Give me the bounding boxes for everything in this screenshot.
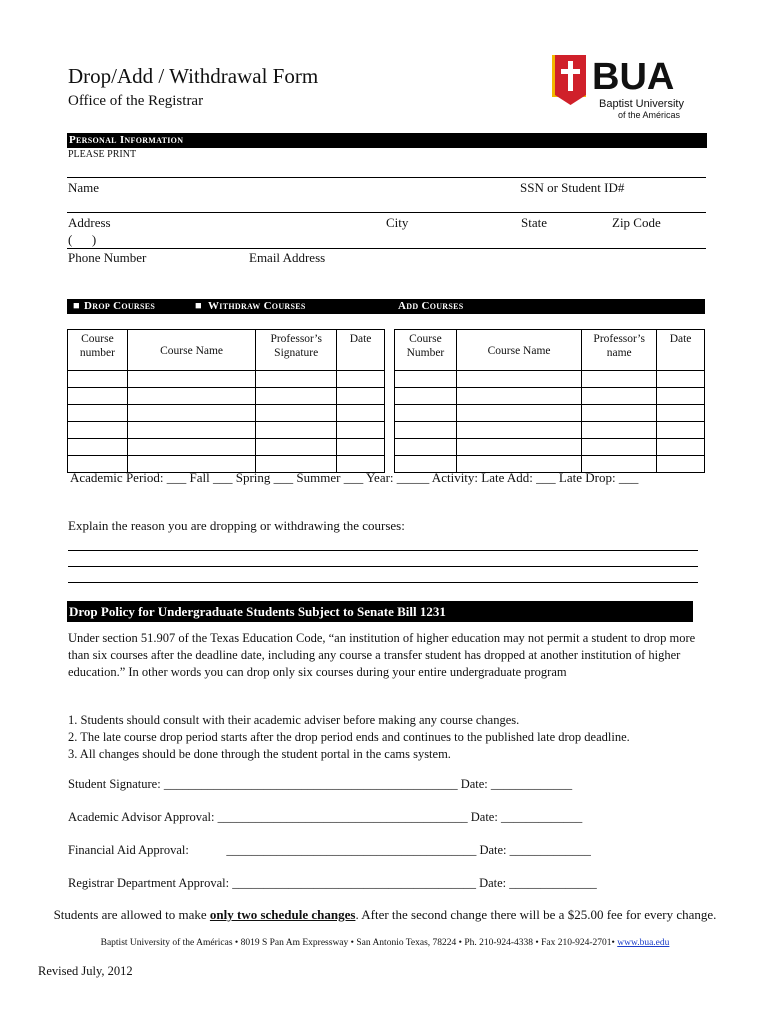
table-cell[interactable] bbox=[657, 456, 705, 473]
table-row bbox=[395, 371, 705, 388]
table-cell[interactable] bbox=[337, 422, 385, 439]
column-header: Professor’s name bbox=[582, 330, 657, 371]
form-title: Drop/Add / Withdrawal Form bbox=[68, 64, 319, 88]
reason-line[interactable] bbox=[68, 566, 698, 567]
table-cell[interactable] bbox=[127, 422, 255, 439]
name-field-line[interactable] bbox=[67, 177, 706, 178]
table-cell[interactable] bbox=[456, 371, 581, 388]
table-cell[interactable] bbox=[395, 371, 457, 388]
column-header: Course Name bbox=[456, 330, 581, 371]
table-cell[interactable] bbox=[657, 439, 705, 456]
column-header: Course Number bbox=[395, 330, 457, 371]
fee-text-emphasis: only two schedule changes bbox=[209, 907, 356, 922]
table-row bbox=[395, 405, 705, 422]
phone-field-line[interactable] bbox=[67, 248, 706, 249]
table-row bbox=[68, 439, 385, 456]
table-row bbox=[395, 388, 705, 405]
column-header: Professor’s Signature bbox=[256, 330, 337, 371]
table-row bbox=[68, 371, 385, 388]
table-cell[interactable] bbox=[127, 439, 255, 456]
address-field-line[interactable] bbox=[67, 212, 706, 213]
table-cell[interactable] bbox=[256, 422, 337, 439]
add-courses-table bbox=[394, 329, 705, 473]
footer-address bbox=[0, 938, 770, 948]
table-cell[interactable] bbox=[68, 439, 128, 456]
courses-heading-bar bbox=[67, 299, 705, 314]
student-signature-line[interactable]: Student Signature: _______________________________________________ Date: _____________ bbox=[68, 777, 573, 791]
logo-line-1: Baptist University bbox=[599, 98, 684, 110]
reason-line[interactable] bbox=[68, 582, 698, 583]
table-cell[interactable] bbox=[68, 405, 128, 422]
table-cell[interactable] bbox=[127, 405, 255, 422]
table-cell[interactable] bbox=[657, 405, 705, 422]
table-cell[interactable] bbox=[68, 422, 128, 439]
reason-line[interactable] bbox=[68, 550, 698, 551]
table-row bbox=[68, 388, 385, 405]
logo-line-2: of the Américas bbox=[618, 110, 681, 120]
bua-logo bbox=[552, 55, 712, 125]
table-row bbox=[68, 405, 385, 422]
academic-period-line[interactable]: Academic Period: ___ Fall ___ Spring ___ Summer ___ Year: _____ Activity: Late Add: ___ Late Drop: ___ bbox=[70, 470, 639, 485]
table-cell[interactable] bbox=[582, 439, 657, 456]
advisor-approval-line[interactable]: Academic Advisor Approval: ________________________________________ Date: _____________ bbox=[68, 810, 583, 824]
personal-info-heading: Personal Information bbox=[67, 133, 707, 148]
table-cell[interactable] bbox=[456, 405, 581, 422]
fee-text-after: . After the second change there will be a $25.00 fee for every change. bbox=[355, 907, 717, 922]
table-cell[interactable] bbox=[256, 371, 337, 388]
table-cell[interactable] bbox=[582, 388, 657, 405]
list-item: 1. Students should consult with their academic adviser before making any course changes. bbox=[68, 713, 520, 727]
zip-code-label: Zip Code bbox=[612, 215, 661, 230]
drop-courses-label: Drop Courses bbox=[84, 300, 156, 312]
email-label: Email Address bbox=[249, 250, 326, 265]
revised-date: Revised July, 2012 bbox=[38, 964, 133, 978]
table-cell[interactable] bbox=[657, 422, 705, 439]
drop-policy-paragraph: Under section 51.907 of the Texas Education Code, “an institution of higher education may not permit a student to drop more than six courses after the deadline date, including any course a transfer student has dropped at another institution of higher education.” In other words you can drop only six courses during your entire undergraduate program bbox=[68, 631, 696, 679]
table-header-row bbox=[68, 330, 385, 371]
website-link[interactable]: www.bua.edu bbox=[617, 938, 670, 948]
withdraw-checkbox[interactable]: ■ bbox=[195, 300, 202, 312]
table-cell[interactable] bbox=[127, 388, 255, 405]
financial-aid-approval-line[interactable]: Financial Aid Approval: ________________________________________ Date: _____________ bbox=[68, 843, 591, 857]
table-cell[interactable] bbox=[256, 388, 337, 405]
form-subtitle: Office of the Registrar bbox=[68, 93, 204, 109]
schedule-change-fee-note bbox=[0, 907, 770, 923]
table-cell[interactable] bbox=[68, 388, 128, 405]
add-courses-label: Add Courses bbox=[398, 300, 464, 312]
table-cell[interactable] bbox=[395, 439, 457, 456]
footer-text: Baptist University of the Américas • 8019 S Pan Am Expressway • San Antonio Texas, 78224 • Ph. 210-924-4338 • Fax 210-924-2701• bbox=[100, 938, 618, 948]
table-cell[interactable] bbox=[337, 371, 385, 388]
column-header: Course Name bbox=[127, 330, 255, 371]
table-cell[interactable] bbox=[582, 422, 657, 439]
explain-reason-label: Explain the reason you are dropping or withdrawing the courses: bbox=[68, 518, 405, 533]
table-cell[interactable] bbox=[68, 371, 128, 388]
address-label: Address bbox=[68, 215, 111, 230]
table-cell[interactable] bbox=[337, 439, 385, 456]
table-cell[interactable] bbox=[256, 439, 337, 456]
logo-wordmark: BUA bbox=[592, 56, 675, 98]
withdraw-courses-label: Withdraw Courses bbox=[208, 300, 306, 312]
table-cell[interactable] bbox=[395, 388, 457, 405]
table-cell[interactable] bbox=[395, 422, 457, 439]
drop-policy-heading: Drop Policy for Undergraduate Students Subject to Senate Bill 1231 bbox=[67, 601, 693, 622]
table-cell[interactable] bbox=[395, 405, 457, 422]
registrar-approval-line[interactable]: Registrar Department Approval: _______________________________________ Date: ______________ bbox=[68, 876, 597, 890]
table-cell[interactable] bbox=[582, 405, 657, 422]
table-row bbox=[68, 422, 385, 439]
table-row bbox=[395, 422, 705, 439]
table-cell[interactable] bbox=[337, 405, 385, 422]
table-cell[interactable] bbox=[657, 388, 705, 405]
drop-courses-table bbox=[67, 329, 385, 473]
table-cell[interactable] bbox=[127, 371, 255, 388]
column-header: Date bbox=[337, 330, 385, 371]
please-print-note: PLEASE PRINT bbox=[68, 149, 137, 160]
fee-text-before: Students are allowed to make bbox=[53, 907, 210, 922]
table-cell[interactable] bbox=[256, 405, 337, 422]
table-cell[interactable] bbox=[456, 439, 581, 456]
table-cell[interactable] bbox=[582, 371, 657, 388]
table-cell[interactable] bbox=[456, 388, 581, 405]
name-label: Name bbox=[68, 180, 100, 195]
list-item: 3. All changes should be done through the student portal in the cams system. bbox=[68, 747, 451, 761]
table-cell[interactable] bbox=[337, 388, 385, 405]
state-label: State bbox=[521, 215, 547, 230]
table-cell[interactable] bbox=[456, 422, 581, 439]
column-header: Course number bbox=[68, 330, 128, 371]
phone-area-code: ( ) bbox=[68, 232, 97, 247]
column-header: Date bbox=[657, 330, 705, 371]
list-item: 2. The late course drop period starts after the drop period ends and continues to the published late drop deadline. bbox=[68, 730, 630, 744]
phone-label: Phone Number bbox=[68, 250, 147, 265]
drop-checkbox[interactable]: ■ bbox=[73, 300, 80, 312]
table-cell[interactable] bbox=[657, 371, 705, 388]
ssn-label: SSN or Student ID# bbox=[520, 180, 625, 195]
policy-list bbox=[68, 712, 728, 763]
city-label: City bbox=[386, 215, 409, 230]
table-header-row bbox=[395, 330, 705, 371]
table-row bbox=[395, 439, 705, 456]
